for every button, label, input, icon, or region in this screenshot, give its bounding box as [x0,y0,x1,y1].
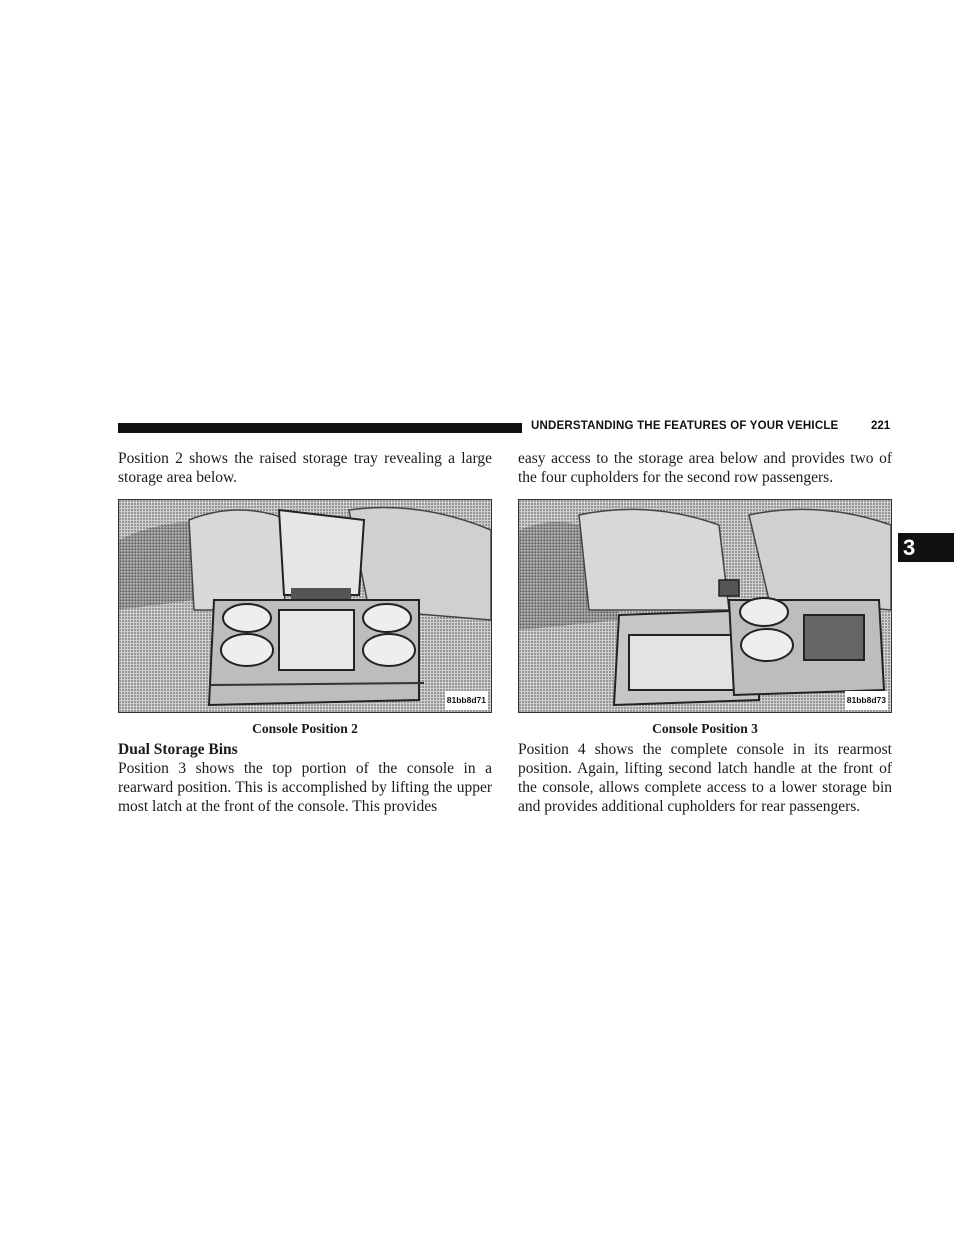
right-column [518,449,892,816]
console-illustration [119,500,491,712]
section-heading: Dual Storage Bins [118,741,238,758]
figure-code: 81bb8d71 [445,691,488,710]
console-illustration [519,500,891,712]
figure-caption: Console Position 2 [252,721,358,736]
body-paragraph: Position 3 shows the top portion of the console in a rearward position. This is accomplished by lifting the upper most latch at the front of the console. This provides [118,760,492,815]
header-rule [118,423,522,433]
page-number: 221 [871,420,891,432]
console-position-2-illustration [118,499,492,713]
console-position-3-illustration [518,499,892,713]
figure-code: 81bb8d73 [845,691,888,710]
running-header: UNDERSTANDING THE FEATURES OF YOUR VEHICLE [531,420,839,432]
left-column [118,449,492,816]
chapter-tab: 3 [898,533,954,562]
intro-paragraph: easy access to the storage area below and provides two of the four cupholders for the second row passengers. [518,450,892,486]
figure-caption: Console Position 3 [652,721,758,736]
body-paragraph: Position 4 shows the complete console in its rearmost position. Again, lifting second latch handle at the front of the console, allows complete access to a lower storage bin and provides additional cupholders for rear passengers. [518,741,892,815]
intro-paragraph: Position 2 shows the raised storage tray revealing a large storage area below. [118,450,492,486]
